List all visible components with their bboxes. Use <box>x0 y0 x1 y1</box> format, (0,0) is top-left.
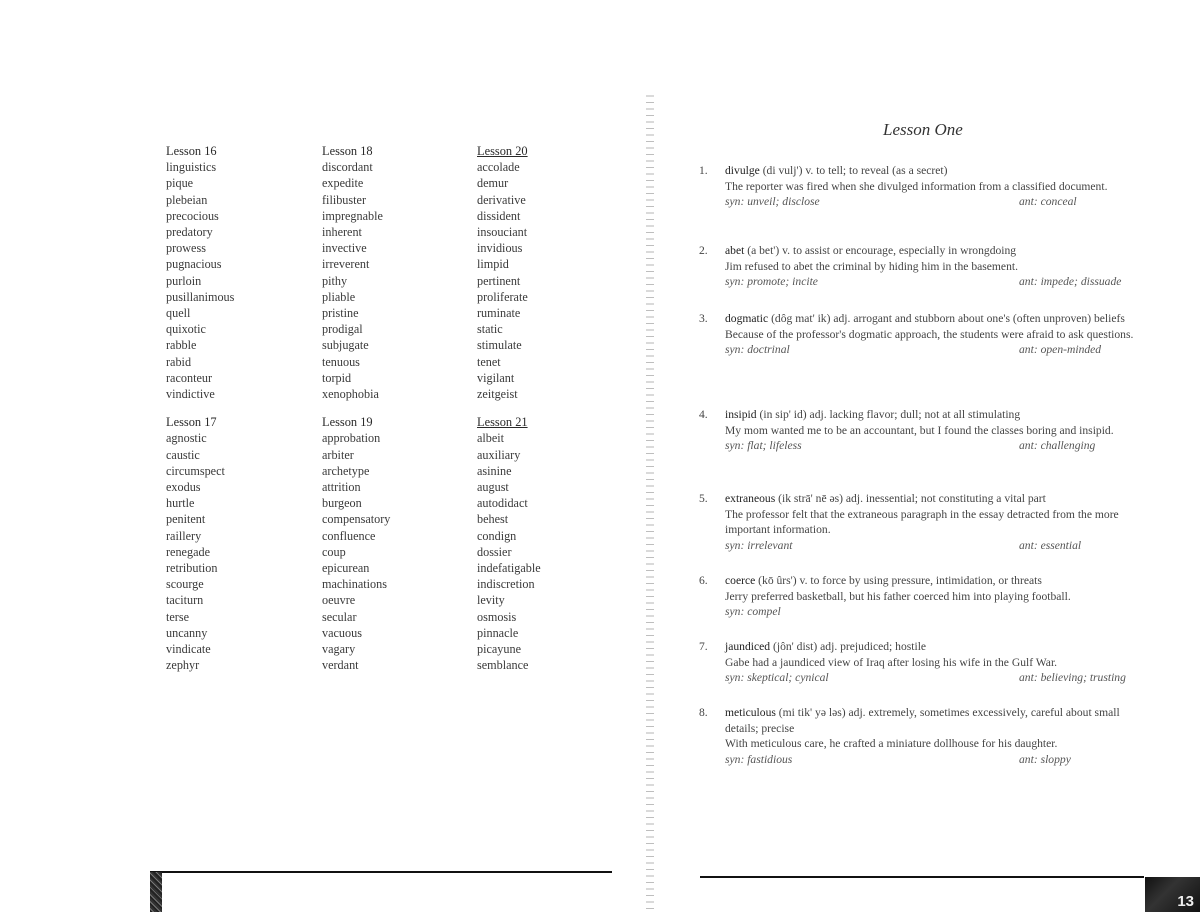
vocab-word: vindictive <box>166 387 215 402</box>
word-column-3 <box>477 143 627 674</box>
vocab-word: demur <box>477 176 509 191</box>
vocab-word: pristine <box>322 306 359 321</box>
vocab-word: behest <box>477 512 509 527</box>
vocab-word: subjugate <box>322 338 369 353</box>
right-page <box>660 0 1200 912</box>
vocab-word: inherent <box>322 225 362 240</box>
vocab-word: insouciant <box>477 225 528 240</box>
group-spacer <box>322 402 472 414</box>
vocab-word: osmosis <box>477 609 517 624</box>
vocab-word: invidious <box>477 241 523 256</box>
vocab-word: plebeian <box>166 192 208 207</box>
vocab-word: derivative <box>477 192 526 207</box>
vocab-word: torpid <box>322 370 352 385</box>
entry-example-sentence: Gabe had a jaundiced view of Iraq after losing his wife in the Gulf War. <box>725 655 1058 669</box>
entry-definition: (a bet') v. to assist or encourage, especially in wrongdoing <box>747 244 1017 257</box>
entry-syn-ant-line <box>725 342 1150 358</box>
entry-syn-ant-line <box>725 604 1150 620</box>
entry-example-sentence: My mom wanted me to be an accountant, but I found the classes boring and insipid. <box>725 423 1114 437</box>
entry-syn-ant-line <box>725 670 1150 686</box>
entry-headword: meticulous <box>725 706 776 719</box>
lesson-heading: Lesson 18 <box>322 144 373 158</box>
word-column-1 <box>166 143 316 674</box>
vocab-word: expedite <box>322 176 364 191</box>
entry-definition-line <box>725 491 1150 507</box>
vocab-word: retribution <box>166 561 218 576</box>
vocab-word: xenophobia <box>322 387 379 402</box>
vocab-word: raillery <box>166 528 202 543</box>
lesson-heading: Lesson 17 <box>166 415 217 430</box>
vocab-word: pugnacious <box>166 257 222 272</box>
vocab-word: exodus <box>166 480 201 495</box>
entry-syn-ant-line <box>725 538 1150 554</box>
vocab-word: archetype <box>322 463 370 478</box>
vocab-word: precocious <box>166 208 219 223</box>
entry-number: 2. <box>699 244 708 257</box>
vocab-word: ruminate <box>477 306 521 321</box>
entry-headword: insipid <box>725 408 757 421</box>
vocab-word: confluence <box>322 528 376 543</box>
entry-example-sentence: Jerry preferred basketball, but his father coerced him into playing football. <box>725 589 1071 603</box>
entry-antonyms: ant: sloppy <box>1019 752 1071 766</box>
vocab-word: stimulate <box>477 338 522 353</box>
vocab-word: purloin <box>166 273 202 288</box>
vocab-word: oeuvre <box>322 593 356 608</box>
vocab-word: epicurean <box>322 561 370 576</box>
vocab-word: dissident <box>477 208 521 223</box>
vocab-word: pertinent <box>477 273 521 288</box>
entry-syn-ant-line <box>725 274 1150 290</box>
vocab-word: circumspect <box>166 463 225 478</box>
vocab-word: pinnacle <box>477 625 519 640</box>
page-corner-mark <box>150 872 162 912</box>
entry-body <box>725 311 1150 358</box>
entry-antonyms: ant: essential <box>1019 538 1082 552</box>
vocab-word: approbation <box>322 431 381 446</box>
entry-antonyms: ant: impede; dissuade <box>1019 275 1122 289</box>
vocab-word: linguistics <box>166 160 217 175</box>
vocab-word: predatory <box>166 225 213 240</box>
entry-definition: (dôg mat' ik) adj. arrogant and stubborn about one's (often unproven) beliefs <box>771 312 1125 325</box>
entry-example-sentence: The reporter was fired when she divulged information from a classified document. <box>725 179 1108 193</box>
vocab-word: vacuous <box>322 625 362 640</box>
entry-headword: dogmatic <box>725 312 769 325</box>
vocab-word: vagary <box>322 642 356 657</box>
vocab-word: prowess <box>166 241 206 256</box>
book-spine <box>646 95 654 912</box>
vocab-word: quixotic <box>166 322 206 337</box>
entry-syn-ant-line <box>725 438 1150 454</box>
vocab-word: penitent <box>166 512 206 527</box>
entry-example-sentence: With meticulous care, he crafted a miniature dollhouse for his daughter. <box>725 737 1058 751</box>
entry-definition: (jôn' dist) adj. prejudiced; hostile <box>772 640 927 653</box>
vocab-word: hurtle <box>166 496 195 511</box>
lesson-heading: Lesson 21 <box>477 415 528 430</box>
entry-number: 5. <box>699 492 708 505</box>
entry-antonyms: ant: conceal <box>1019 195 1077 209</box>
vocab-word: uncanny <box>166 625 208 640</box>
vocab-word: caustic <box>166 447 200 462</box>
entry-antonyms: ant: believing; trusting <box>1019 671 1126 685</box>
vocab-word: pusillanimous <box>166 289 235 304</box>
vocab-word: rabble <box>166 338 197 353</box>
vocab-word: picayune <box>477 642 521 657</box>
lesson-heading: Lesson 20 <box>477 144 528 158</box>
vocab-word: auxiliary <box>477 447 521 462</box>
entry-definition-line <box>725 311 1150 327</box>
vocab-word: static <box>477 322 503 337</box>
entry-number: 8. <box>699 706 708 719</box>
vocab-word: raconteur <box>166 370 213 385</box>
group-spacer <box>166 402 316 414</box>
vocab-word: zeitgeist <box>477 387 518 402</box>
vocab-word: impregnable <box>322 208 383 223</box>
lesson-heading: Lesson 16 <box>166 144 217 158</box>
entry-headword: coerce <box>725 574 756 587</box>
entry-synonyms: syn: promote; incite <box>725 275 818 289</box>
word-column-2 <box>322 143 472 674</box>
entry-number: 6. <box>699 574 708 587</box>
page-number-tab <box>1145 877 1200 912</box>
footer-rule <box>150 871 612 873</box>
entry-body <box>725 639 1150 686</box>
entry-body <box>725 163 1150 210</box>
entry-synonyms: syn: unveil; disclose <box>725 195 820 209</box>
entry-body <box>725 491 1150 554</box>
entry-definition: (ik strā' nē əs) adj. inessential; not constituting a vital part <box>778 492 1046 505</box>
vocab-word: compensatory <box>322 512 391 527</box>
vocab-word: limpid <box>477 257 509 272</box>
entry-headword: jaundiced <box>725 640 771 653</box>
vocab-word: dossier <box>477 544 512 559</box>
entry-definition-line <box>725 163 1150 179</box>
vocab-word: rabid <box>166 354 192 369</box>
entry-definition: (mi tik' yə ləs) adj. extremely, sometimes excessively, careful about small details; precise <box>725 706 1120 735</box>
entry-body <box>725 407 1150 454</box>
entry-synonyms: syn: irrelevant <box>725 538 793 552</box>
vocab-word: filibuster <box>322 192 367 207</box>
entry-number: 7. <box>699 640 708 653</box>
entry-body <box>725 243 1150 290</box>
entry-definition: (kō ûrs') v. to force by using pressure, intimidation, or threats <box>758 574 1042 587</box>
entry-definition-line <box>725 639 1150 655</box>
vocab-word: tenuous <box>322 354 360 369</box>
vocab-word: scourge <box>166 577 204 592</box>
vocab-word: vigilant <box>477 370 515 385</box>
entry-synonyms: syn: compel <box>725 605 781 619</box>
vocab-word: arbiter <box>322 447 354 462</box>
vocab-word: quell <box>166 306 191 321</box>
vocab-word: autodidact <box>477 496 528 511</box>
vocab-word: pliable <box>322 289 356 304</box>
footer-rule <box>700 876 1144 878</box>
vocab-word: proliferate <box>477 289 528 304</box>
entry-definition-line <box>725 705 1150 736</box>
vocab-word: asinine <box>477 463 512 478</box>
vocab-word: machinations <box>322 577 387 592</box>
vocab-word: indefatigable <box>477 561 541 576</box>
entry-example-sentence: Jim refused to abet the criminal by hiding him in the basement. <box>725 259 1018 273</box>
vocab-word: discordant <box>322 160 373 175</box>
vocab-word: attrition <box>322 480 361 495</box>
vocab-word: invective <box>322 241 367 256</box>
entry-headword: abet <box>725 244 745 257</box>
entry-headword: divulge <box>725 164 760 177</box>
vocab-word: secular <box>322 609 357 624</box>
entry-synonyms: syn: doctrinal <box>725 343 790 357</box>
entry-headword: extraneous <box>725 492 776 505</box>
entry-definition-line <box>725 243 1150 259</box>
entry-definition: (in sip' id) adj. lacking flavor; dull; not at all stimulating <box>759 408 1021 421</box>
vocab-word: verdant <box>322 658 359 673</box>
vocab-word: pique <box>166 176 194 191</box>
entry-example-sentence: The professor felt that the extraneous paragraph in the essay detracted from the more important information. <box>725 507 1119 537</box>
vocab-word: irreverent <box>322 257 370 272</box>
vocab-word: albeit <box>477 431 505 446</box>
entry-syn-ant-line <box>725 752 1150 768</box>
entry-definition: (di vulj') v. to tell; to reveal (as a secret) <box>762 164 948 177</box>
vocab-word: zephyr <box>166 658 200 673</box>
page-number: 13 <box>1177 893 1194 910</box>
vocab-word: burgeon <box>322 496 362 511</box>
lesson-heading: Lesson 19 <box>322 415 373 430</box>
entry-definition-line <box>725 407 1150 423</box>
vocab-word: condign <box>477 528 517 543</box>
vocab-word: august <box>477 480 509 495</box>
entry-example-sentence: Because of the professor's dogmatic approach, the students were afraid to ask questions. <box>725 327 1134 341</box>
vocab-word: renegade <box>166 544 210 559</box>
entry-number: 1. <box>699 164 708 177</box>
vocab-word: terse <box>166 609 190 624</box>
vocab-word: vindicate <box>166 642 211 657</box>
vocab-word: accolade <box>477 160 520 175</box>
entry-antonyms: ant: open-minded <box>1019 343 1102 357</box>
entry-definition-line <box>725 573 1150 589</box>
page-title: Lesson One <box>883 120 963 139</box>
entry-synonyms: syn: flat; lifeless <box>725 439 802 453</box>
entry-number: 3. <box>699 312 708 325</box>
entry-antonyms: ant: challenging <box>1019 439 1096 453</box>
entry-body <box>725 705 1150 768</box>
vocab-word: prodigal <box>322 322 363 337</box>
vocab-word: semblance <box>477 658 529 673</box>
entry-number: 4. <box>699 408 708 421</box>
group-spacer <box>477 402 627 414</box>
vocab-word: pithy <box>322 273 348 288</box>
entry-syn-ant-line <box>725 194 1150 210</box>
vocab-word: levity <box>477 593 505 608</box>
vocab-word: agnostic <box>166 431 207 446</box>
vocab-word: indiscretion <box>477 577 535 592</box>
vocab-word: tenet <box>477 354 501 369</box>
entry-synonyms: syn: skeptical; cynical <box>725 671 829 685</box>
entry-body <box>725 573 1150 620</box>
vocab-word: coup <box>322 544 346 559</box>
vocab-word: taciturn <box>166 593 204 608</box>
entry-synonyms: syn: fastidious <box>725 752 793 766</box>
